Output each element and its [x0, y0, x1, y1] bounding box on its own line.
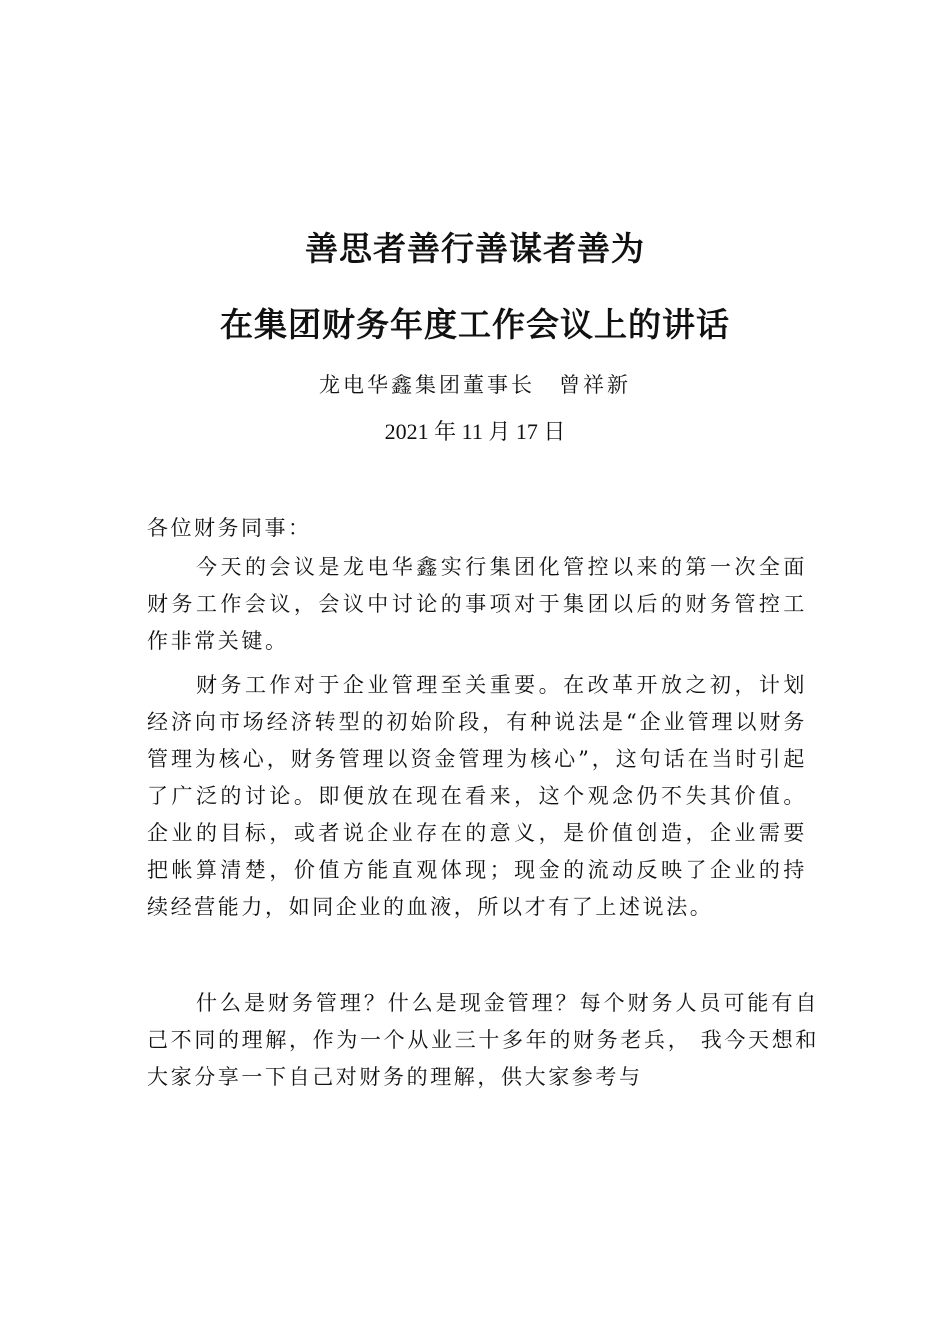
document-title: 善思者善行善谋者善为 [305, 229, 645, 268]
paragraph-3: 什么是财务管理？什么是现金管理？每个财务人员可能有自己不同的理解，作为一个从业三十多年的财务老兵， 我今天想和大家分享一下自己对财务的理解，供大家参考与 [147, 991, 819, 1089]
salutation: 各位财务同事： [147, 516, 312, 540]
paragraph-1: 今天的会议是龙电华鑫实行集团化管控以来的第一次全面财务工作会议，会议中讨论的事项对于集团以后的财务管控工作非常关键。 [147, 555, 807, 653]
paragraph-2: 财务工作对于企业管理至关重要。在改革开放之初，计划经济向市场经济转型的初始阶段，有种说法是“企业管理以财务管理为核心，财务管理以资金管理为核心”，这句话在当时引起了广泛的讨论。即便放在现在看来，这个观念仍不失其价值。企业的目标，或者说企业存在的意义，是价值创造，企业需要把帐算清楚，价值方能直观体现；现金的流动反映了企业的持续经营能力，如同企业的血液，所以才有了上述说法。 [147, 673, 807, 919]
author-line: 龙电华鑫集团董事长 曾祥新 [319, 373, 631, 397]
document-subtitle: 在集团财务年度工作会议上的讲话 [220, 305, 730, 344]
speech-date: 2021 年 11 月 17 日 [384, 419, 566, 444]
